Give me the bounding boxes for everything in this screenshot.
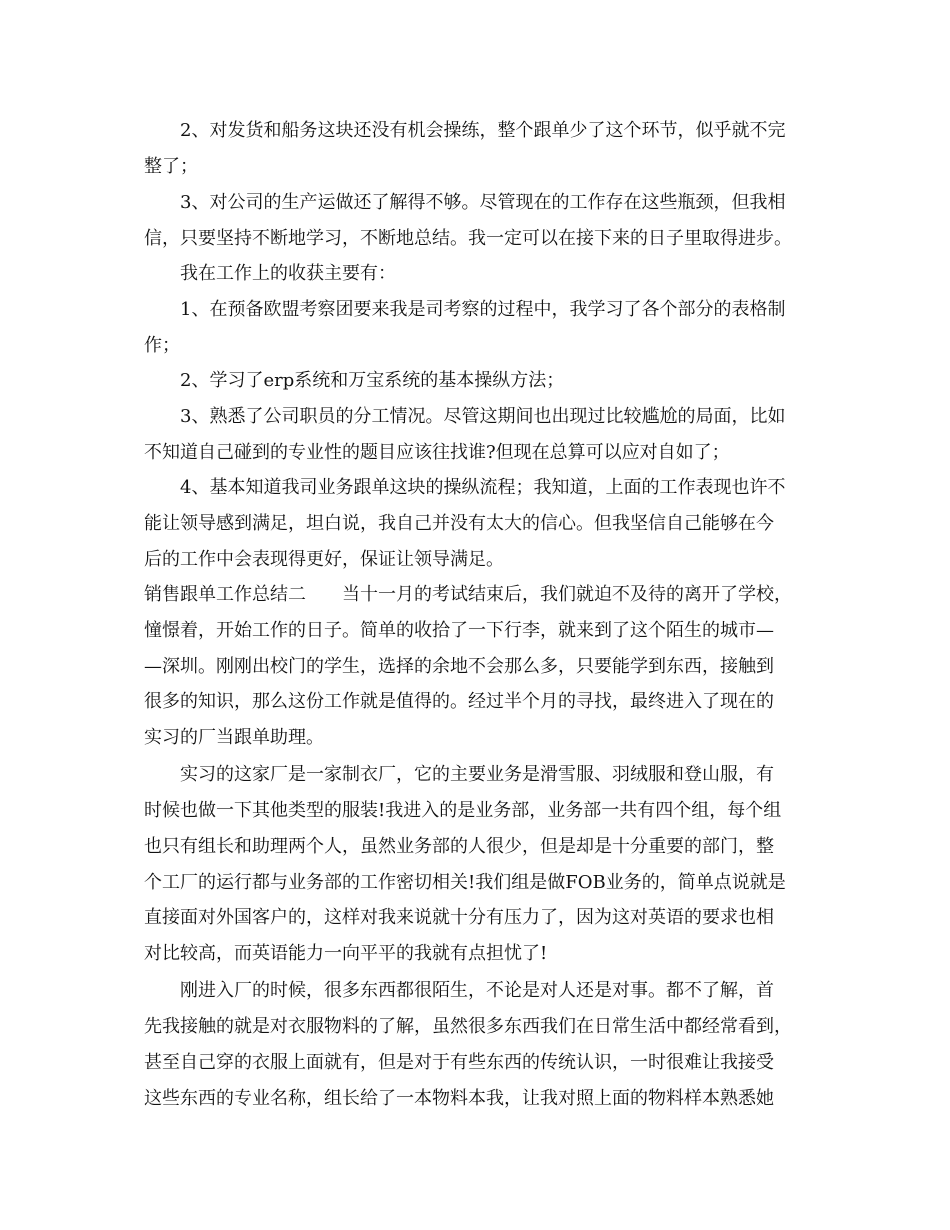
paragraph-line: 先我接触的就是对衣服物料的了解，虽然很多东西我们在日常生活中都经常看到， [144,1016,792,1037]
paragraph-line: 实习的厂当跟单助理。 [144,727,324,748]
paragraph-line: 后的工作中会表现得更好，保证让领导满足。 [144,549,504,570]
paragraph-line: 刚进入厂的时候，很多东西都很陌生，不论是对人还是对事。都不了解，首 [180,980,774,1001]
paragraph-line: 憧憬着，开始工作的日子。简单的收拾了一下行李，就来到了这个陌生的城市— [144,620,774,641]
paragraph-line: 1、在预备欧盟考察团要来我是司考察的过程中，我学习了各个部分的表格制 [180,299,786,320]
paragraph-line: 整了； [144,156,198,177]
paragraph-line: 时候也做一下其他类型的服装!我进入的是业务部，业务部一共有四个组，每个组 [144,800,782,821]
paragraph-line: —深圳。刚刚出校门的学生，选择的余地不会那么多，只要能学到东西，接触到 [144,656,774,677]
section-heading-line: 销售跟单工作总结二 当十一月的考试结束后，我们就迫不及待的离开了学校， [144,584,792,605]
paragraph-line: 对比较高，而英语能力一向平平的我就有点担忧了! [144,943,548,964]
paragraph-line: 信，只要坚持不断地学习，不断地总结。我一定可以在接下来的日子里取得进步。 [144,228,792,249]
paragraph-line: 2、学习了erp系统和万宝系统的基本操纵方法； [180,370,565,391]
paragraph-line: 作； [144,335,180,356]
paragraph-line: 个工厂的运行都与业务部的工作密切相关!我们组是做FOB业务的，简单点说就是 [144,872,786,893]
paragraph-line: 我在工作上的收获主要有： [180,263,396,284]
paragraph-line: 不知道自己碰到的专业性的题目应该往找谁?但现在总算可以应对自如了； [144,442,730,463]
paragraph-line: 3、熟悉了公司职员的分工情况。尽管这期间也出现过比较尴尬的局面，比如 [180,406,786,427]
paragraph-line: 甚至自己穿的衣服上面就有，但是对于有些东西的传统认识，一时很难让我接受 [144,1052,774,1073]
paragraph-line: 也只有组长和助理两个人，虽然业务部的人很少，但是却是十分重要的部门，整 [144,836,774,857]
paragraph-line: 直接面对外国客户的，这样对我来说就十分有压力了，因为这对英语的要求也相 [144,907,774,928]
paragraph-line: 能让领导感到满足，坦白说，我自己并没有太大的信心。但我坚信自己能够在今 [144,513,774,534]
paragraph-line: 4、基本知道我司业务跟单这块的操纵流程；我知道，上面的工作表现也许不 [180,477,786,498]
paragraph-line: 很多的知识，那么这份工作就是值得的。经过半个月的寻找，最终进入了现在的 [144,691,774,712]
paragraph-line: 这些东西的专业名称，组长给了一本物料本我，让我对照上面的物料样本熟悉她 [144,1088,774,1109]
paragraph-line: 3、对公司的生产运做还了解得不够。尽管现在的工作存在这些瓶颈，但我相 [180,192,786,213]
paragraph-line: 实习的这家厂是一家制衣厂，它的主要业务是滑雪服、羽绒服和登山服，有 [180,764,774,785]
paragraph-line: 2、对发货和船务这块还没有机会操练，整个跟单少了这个环节，似乎就不完 [180,120,786,141]
